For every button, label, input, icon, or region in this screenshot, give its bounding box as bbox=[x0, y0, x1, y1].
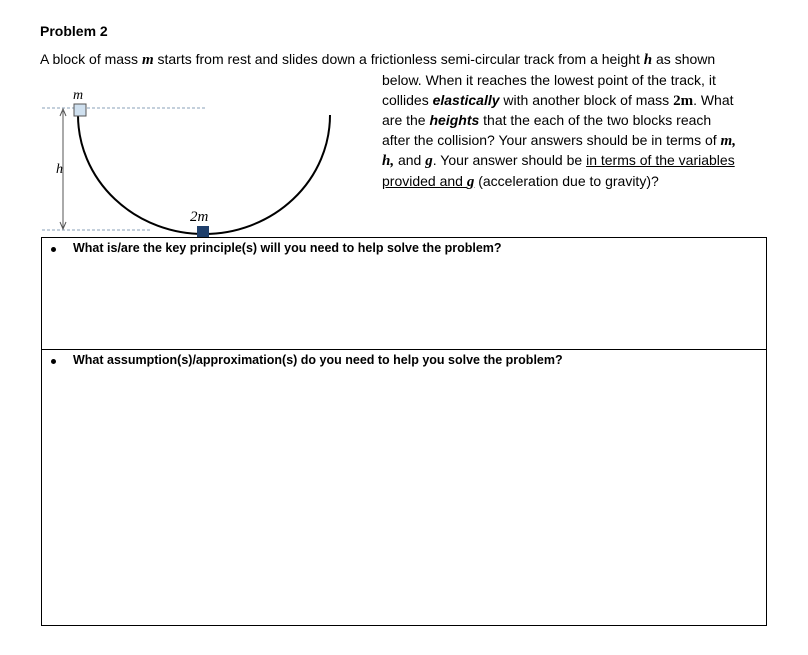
problem-text-line-1: A block of mass m starts from rest and slides down a frictionless semi-circular track from a height h as shown bbox=[40, 51, 716, 68]
label-h: h bbox=[56, 162, 63, 177]
problem-title: Problem 2 bbox=[40, 23, 108, 39]
question-principles: What is/are the key principle(s) will you need to help solve the problem? bbox=[73, 241, 502, 255]
problem-text-line-6: h, and g. Your answer should be in terms of the variables bbox=[382, 152, 735, 169]
label-2m: 2m bbox=[190, 209, 209, 225]
block-2m bbox=[197, 226, 209, 237]
block-m bbox=[74, 104, 86, 116]
question-assumptions: What assumption(s)/approximation(s) do you need to help you solve the problem? bbox=[73, 353, 563, 367]
answer-box-assumptions[interactable] bbox=[41, 349, 767, 626]
bullet-1 bbox=[51, 247, 56, 252]
problem-text-line-5: after the collision? Your answers should be in terms of m, bbox=[382, 131, 736, 149]
problem-text-line-3: collides elastically with another block of mass 2m. What bbox=[382, 91, 734, 109]
bullet-2 bbox=[51, 359, 56, 364]
problem-text-line-4: are the heights that the each of the two blocks reach bbox=[382, 112, 712, 128]
problem-text-line-2: below. When it reaches the lowest point of the track, it bbox=[382, 72, 716, 88]
label-m: m bbox=[73, 88, 84, 103]
problem-text-line-7: provided and g (acceleration due to gravity)? bbox=[382, 172, 659, 190]
